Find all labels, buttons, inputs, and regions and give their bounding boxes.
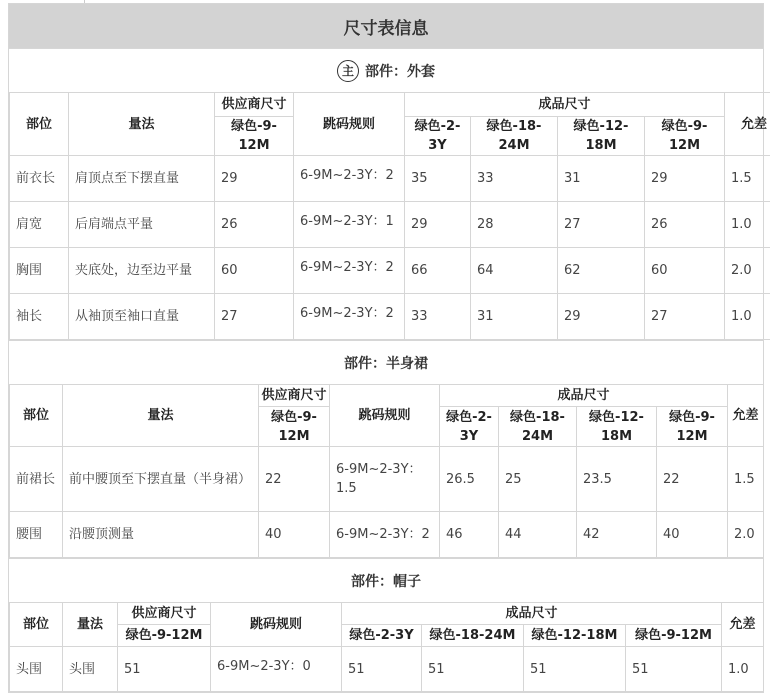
header-rule: 跳码规则 — [330, 385, 440, 447]
cell-supplier: 40 — [259, 512, 330, 558]
cell-part: 袖长 — [10, 294, 69, 340]
cell-supplier: 51 — [118, 647, 211, 692]
header-size: 绿色-12-18M — [558, 117, 645, 156]
cell-rule: 6-9M~2-3Y：2 — [294, 156, 405, 202]
section-header-hat — [9, 558, 763, 602]
cell-size: 44 — [499, 512, 577, 558]
table-header-row — [10, 93, 770, 117]
section-header-coat — [9, 48, 763, 92]
section-header-skirt — [9, 340, 763, 384]
header-size: 绿色-9-12M — [626, 625, 722, 647]
header-size: 绿色-18-24M — [471, 117, 558, 156]
cell-size: 42 — [577, 512, 657, 558]
cell-method: 沿腰顶测量 — [63, 512, 259, 558]
header-tolerance: 允差 — [728, 385, 764, 447]
cell-part: 胸围 — [10, 248, 69, 294]
cell-size: 29 — [645, 156, 725, 202]
cell-rule: 6-9M~2-3Y：2 — [294, 248, 405, 294]
table-row — [10, 512, 764, 558]
cell-rule: 6-9M~2-3Y：2 — [330, 512, 440, 558]
cell-tolerance: 1.5 — [728, 447, 764, 512]
cell-tolerance: 1.5 — [725, 156, 770, 202]
header-size: 绿色-12-18M — [577, 407, 657, 447]
header-finished: 成品尺寸 — [405, 93, 725, 117]
header-supplier: 供应商尺寸 — [259, 385, 330, 407]
header-size: 绿色-12-18M — [524, 625, 626, 647]
header-part: 部位 — [10, 603, 63, 647]
header-size: 绿色-9-12M — [645, 117, 725, 156]
table-row — [10, 647, 764, 692]
cell-size: 51 — [422, 647, 524, 692]
cell-size: 26 — [645, 202, 725, 248]
cell-size: 62 — [558, 248, 645, 294]
cell-rule: 6-9M~2-3Y：0 — [211, 647, 342, 692]
header-finished: 成品尺寸 — [440, 385, 728, 407]
header-size: 绿色-18-24M — [499, 407, 577, 447]
cell-size: 25 — [499, 447, 577, 512]
cell-size: 51 — [626, 647, 722, 692]
table-row — [10, 248, 770, 294]
header-method: 量法 — [63, 385, 259, 447]
cell-size: 33 — [471, 156, 558, 202]
cell-supplier: 27 — [215, 294, 294, 340]
size-table-skirt — [9, 384, 764, 558]
cell-size: 31 — [471, 294, 558, 340]
table-header-row — [10, 385, 764, 407]
cell-rule: 6-9M~2-3Y：1 — [294, 202, 405, 248]
page-title: 尺寸表信息 — [9, 4, 763, 48]
cell-part: 肩宽 — [10, 202, 69, 248]
header-method: 量法 — [63, 603, 118, 647]
table-subheader-row — [10, 625, 764, 647]
header-tolerance: 允差 — [722, 603, 764, 647]
cell-size: 23.5 — [577, 447, 657, 512]
cell-size: 27 — [558, 202, 645, 248]
cell-method: 前中腰顶至下摆直量（半身裙） — [63, 447, 259, 512]
table-header-row — [10, 603, 764, 625]
cell-supplier: 26 — [215, 202, 294, 248]
cell-size: 46 — [440, 512, 499, 558]
cell-supplier: 22 — [259, 447, 330, 512]
table-row — [10, 447, 764, 512]
cell-size: 51 — [524, 647, 626, 692]
size-chart-panel — [8, 3, 764, 693]
header-supplier-size: 绿色-9-12M — [215, 117, 294, 156]
cell-tolerance: 1.0 — [725, 294, 770, 340]
header-finished: 成品尺寸 — [342, 603, 722, 625]
cell-method: 头围 — [63, 647, 118, 692]
cell-tolerance: 1.0 — [725, 202, 770, 248]
cell-size: 35 — [405, 156, 471, 202]
header-supplier: 供应商尺寸 — [215, 93, 294, 117]
cell-size: 40 — [657, 512, 728, 558]
cell-size: 26.5 — [440, 447, 499, 512]
cell-size: 31 — [558, 156, 645, 202]
cell-supplier: 29 — [215, 156, 294, 202]
section-title: 部件：外套 — [365, 61, 435, 81]
cell-size: 28 — [471, 202, 558, 248]
table-row — [10, 294, 770, 340]
section-title: 部件：帽子 — [351, 571, 421, 591]
cell-method: 肩顶点至下摆直量 — [69, 156, 215, 202]
cell-size: 66 — [405, 248, 471, 294]
cell-part: 前衣长 — [10, 156, 69, 202]
section-title: 部件：半身裙 — [344, 353, 428, 373]
main-badge: 主 — [337, 60, 359, 82]
header-size: 绿色-2-3Y — [342, 625, 422, 647]
cell-tolerance: 2.0 — [725, 248, 770, 294]
header-supplier-size: 绿色-9-12M — [259, 407, 330, 447]
header-part: 部位 — [10, 385, 63, 447]
header-size: 绿色-18-24M — [422, 625, 524, 647]
cell-rule: 6-9M~2-3Y：2 — [294, 294, 405, 340]
size-table-hat — [9, 602, 764, 692]
cell-size: 51 — [342, 647, 422, 692]
cell-size: 60 — [645, 248, 725, 294]
cell-rule: 6-9M~2-3Y：1.5 — [330, 447, 440, 512]
cell-method: 从袖顶至袖口直量 — [69, 294, 215, 340]
cell-size: 29 — [558, 294, 645, 340]
cell-size: 33 — [405, 294, 471, 340]
cell-size: 64 — [471, 248, 558, 294]
cell-method: 夹底处，边至边平量 — [69, 248, 215, 294]
table-row — [10, 202, 770, 248]
cell-part: 腰围 — [10, 512, 63, 558]
header-size: 绿色-9-12M — [657, 407, 728, 447]
cell-supplier: 60 — [215, 248, 294, 294]
cell-size: 27 — [645, 294, 725, 340]
header-supplier: 供应商尺寸 — [118, 603, 211, 625]
cell-part: 头围 — [10, 647, 63, 692]
header-rule: 跳码规则 — [294, 93, 405, 156]
cell-tolerance: 2.0 — [728, 512, 764, 558]
cell-size: 29 — [405, 202, 471, 248]
header-method: 量法 — [69, 93, 215, 156]
header-rule: 跳码规则 — [211, 603, 342, 647]
cell-size: 22 — [657, 447, 728, 512]
header-tolerance: 允差 — [725, 93, 770, 156]
table-row — [10, 156, 770, 202]
header-size: 绿色-2-3Y — [405, 117, 471, 156]
header-size: 绿色-2-3Y — [440, 407, 499, 447]
header-supplier-size: 绿色-9-12M — [118, 625, 211, 647]
size-table-coat — [9, 92, 770, 340]
cell-tolerance: 1.0 — [722, 647, 764, 692]
cell-method: 后肩端点平量 — [69, 202, 215, 248]
header-part: 部位 — [10, 93, 69, 156]
cell-part: 前裙长 — [10, 447, 63, 512]
